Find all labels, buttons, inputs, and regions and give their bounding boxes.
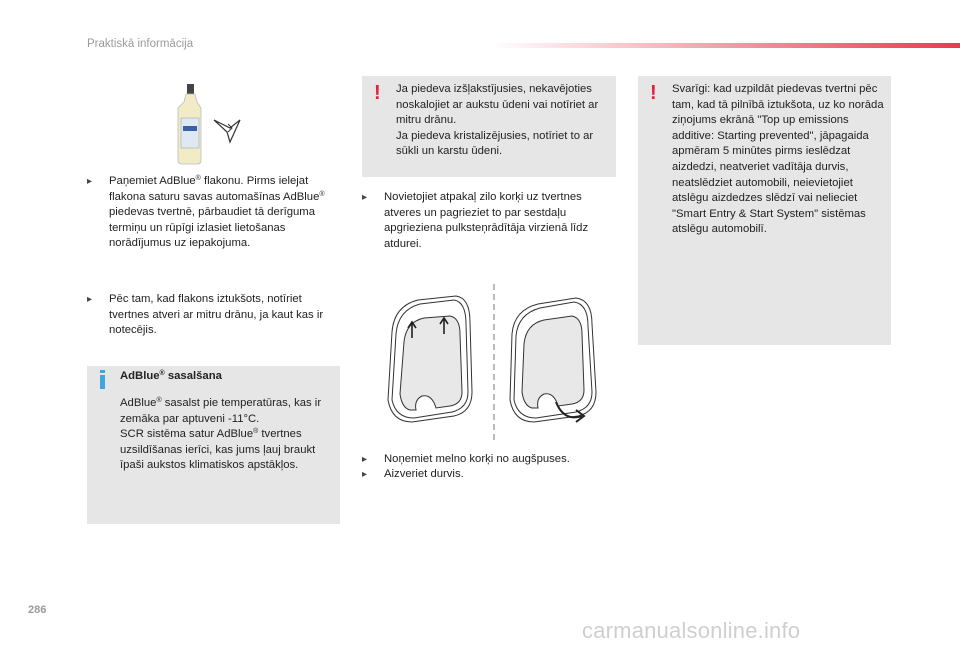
warning-icon: ! [650, 82, 657, 104]
col1-p1-text-a: Paņemiet AdBlue [109, 175, 196, 187]
registered-mark: ® [195, 175, 201, 182]
fuel-door-cap-illustration [378, 282, 610, 442]
info-box-title: AdBlue® sasalšana [120, 370, 222, 382]
warning-box-important-text: Svarīgi: kad uzpildāt piedevas tvertni pēc tam, kad tā pilnībā iztukšota, uz ko norāda ziņojums ekrānā "Top up emissions additive: Starting prevented", jāpagaida apmēram 5 minūtes pirms ieslēdzat aizdedzi, neatveriet vadītāja durvis, neatslēdziet automobili, neievietojiet atslēgu aizdedzes slēdzī vai nelieciet "Smart Entry & Start System" sistēmas atslēgu automobilī. [672, 83, 884, 236]
adblue-bottle-illustration [170, 80, 252, 166]
bullet-icon: ▸ [87, 176, 93, 187]
col2-paragraph-replace-cap [362, 190, 620, 252]
col1-p1-text-c: piedevas tvertnē, pārbaudiet tā derīguma termiņu un rūpīgi izlasiet lietošanas norādījumus uz iepakojuma. [109, 206, 315, 250]
info-icon [100, 370, 105, 384]
warning-box-important [638, 76, 891, 345]
col2-p2-text: Noņemiet melno korķi no augšpuses. [384, 453, 570, 465]
col2-p1-text: Novietojiet atpakaļ zilo korķi uz tvertnes atveres un pagrieziet to par sestdaļu apgrieziena pulksteņrādītāja virzienā līdz atdurei. [384, 191, 589, 250]
info-box-text: AdBlue® sasalst pie temperatūras, kas ir zemāka par aptuveni -11°C. SCR sistēma satur AdBlue® tvertnes uzsildīšanas ierīci, kas jums ļauj braukt īpaši aukstos klimatiskos apstākļos. [120, 397, 322, 472]
info-box-freezing [87, 366, 340, 524]
bullet-icon: ▸ [87, 294, 93, 305]
col1-paragraph-take-bottle [87, 174, 345, 252]
bullet-icon: ▸ [362, 454, 368, 465]
warning-box-spill [362, 76, 616, 177]
bullet-icon: ▸ [362, 469, 368, 480]
col2-paragraph-close-door [362, 467, 620, 483]
col1-p2-text: Pēc tam, kad flakons iztukšots, notīriet tvertnes atveri ar mitru drānu, ja kaut kas ir notecējis. [109, 293, 324, 337]
col2-paragraph-remove-black-cap [362, 452, 620, 468]
warning-box-text: Ja piedeva izšļakstījusies, nekavējoties noskalojiet ar aukstu ūdeni vai notīriet ar mitru drānu. Ja piedeva kristalizējusies, notīriet to ar sūkli un karstu ūdeni. [396, 83, 599, 158]
warning-icon: ! [374, 82, 381, 104]
col1-paragraph-clean-opening [87, 292, 345, 339]
section-title: Praktiskā informācija [87, 38, 194, 50]
watermark: carmanualsonline.info [582, 618, 801, 643]
col2-p3-text: Aizveriet durvis. [384, 468, 464, 480]
bullet-icon: ▸ [362, 192, 368, 203]
header-accent-bar [490, 43, 960, 48]
page-number: 286 [28, 604, 47, 616]
col1-p1-text-b: flakonu. Pirms ielejat flakona saturu savas automašīnas AdBlue [109, 175, 320, 203]
registered-mark: ® [319, 190, 325, 198]
